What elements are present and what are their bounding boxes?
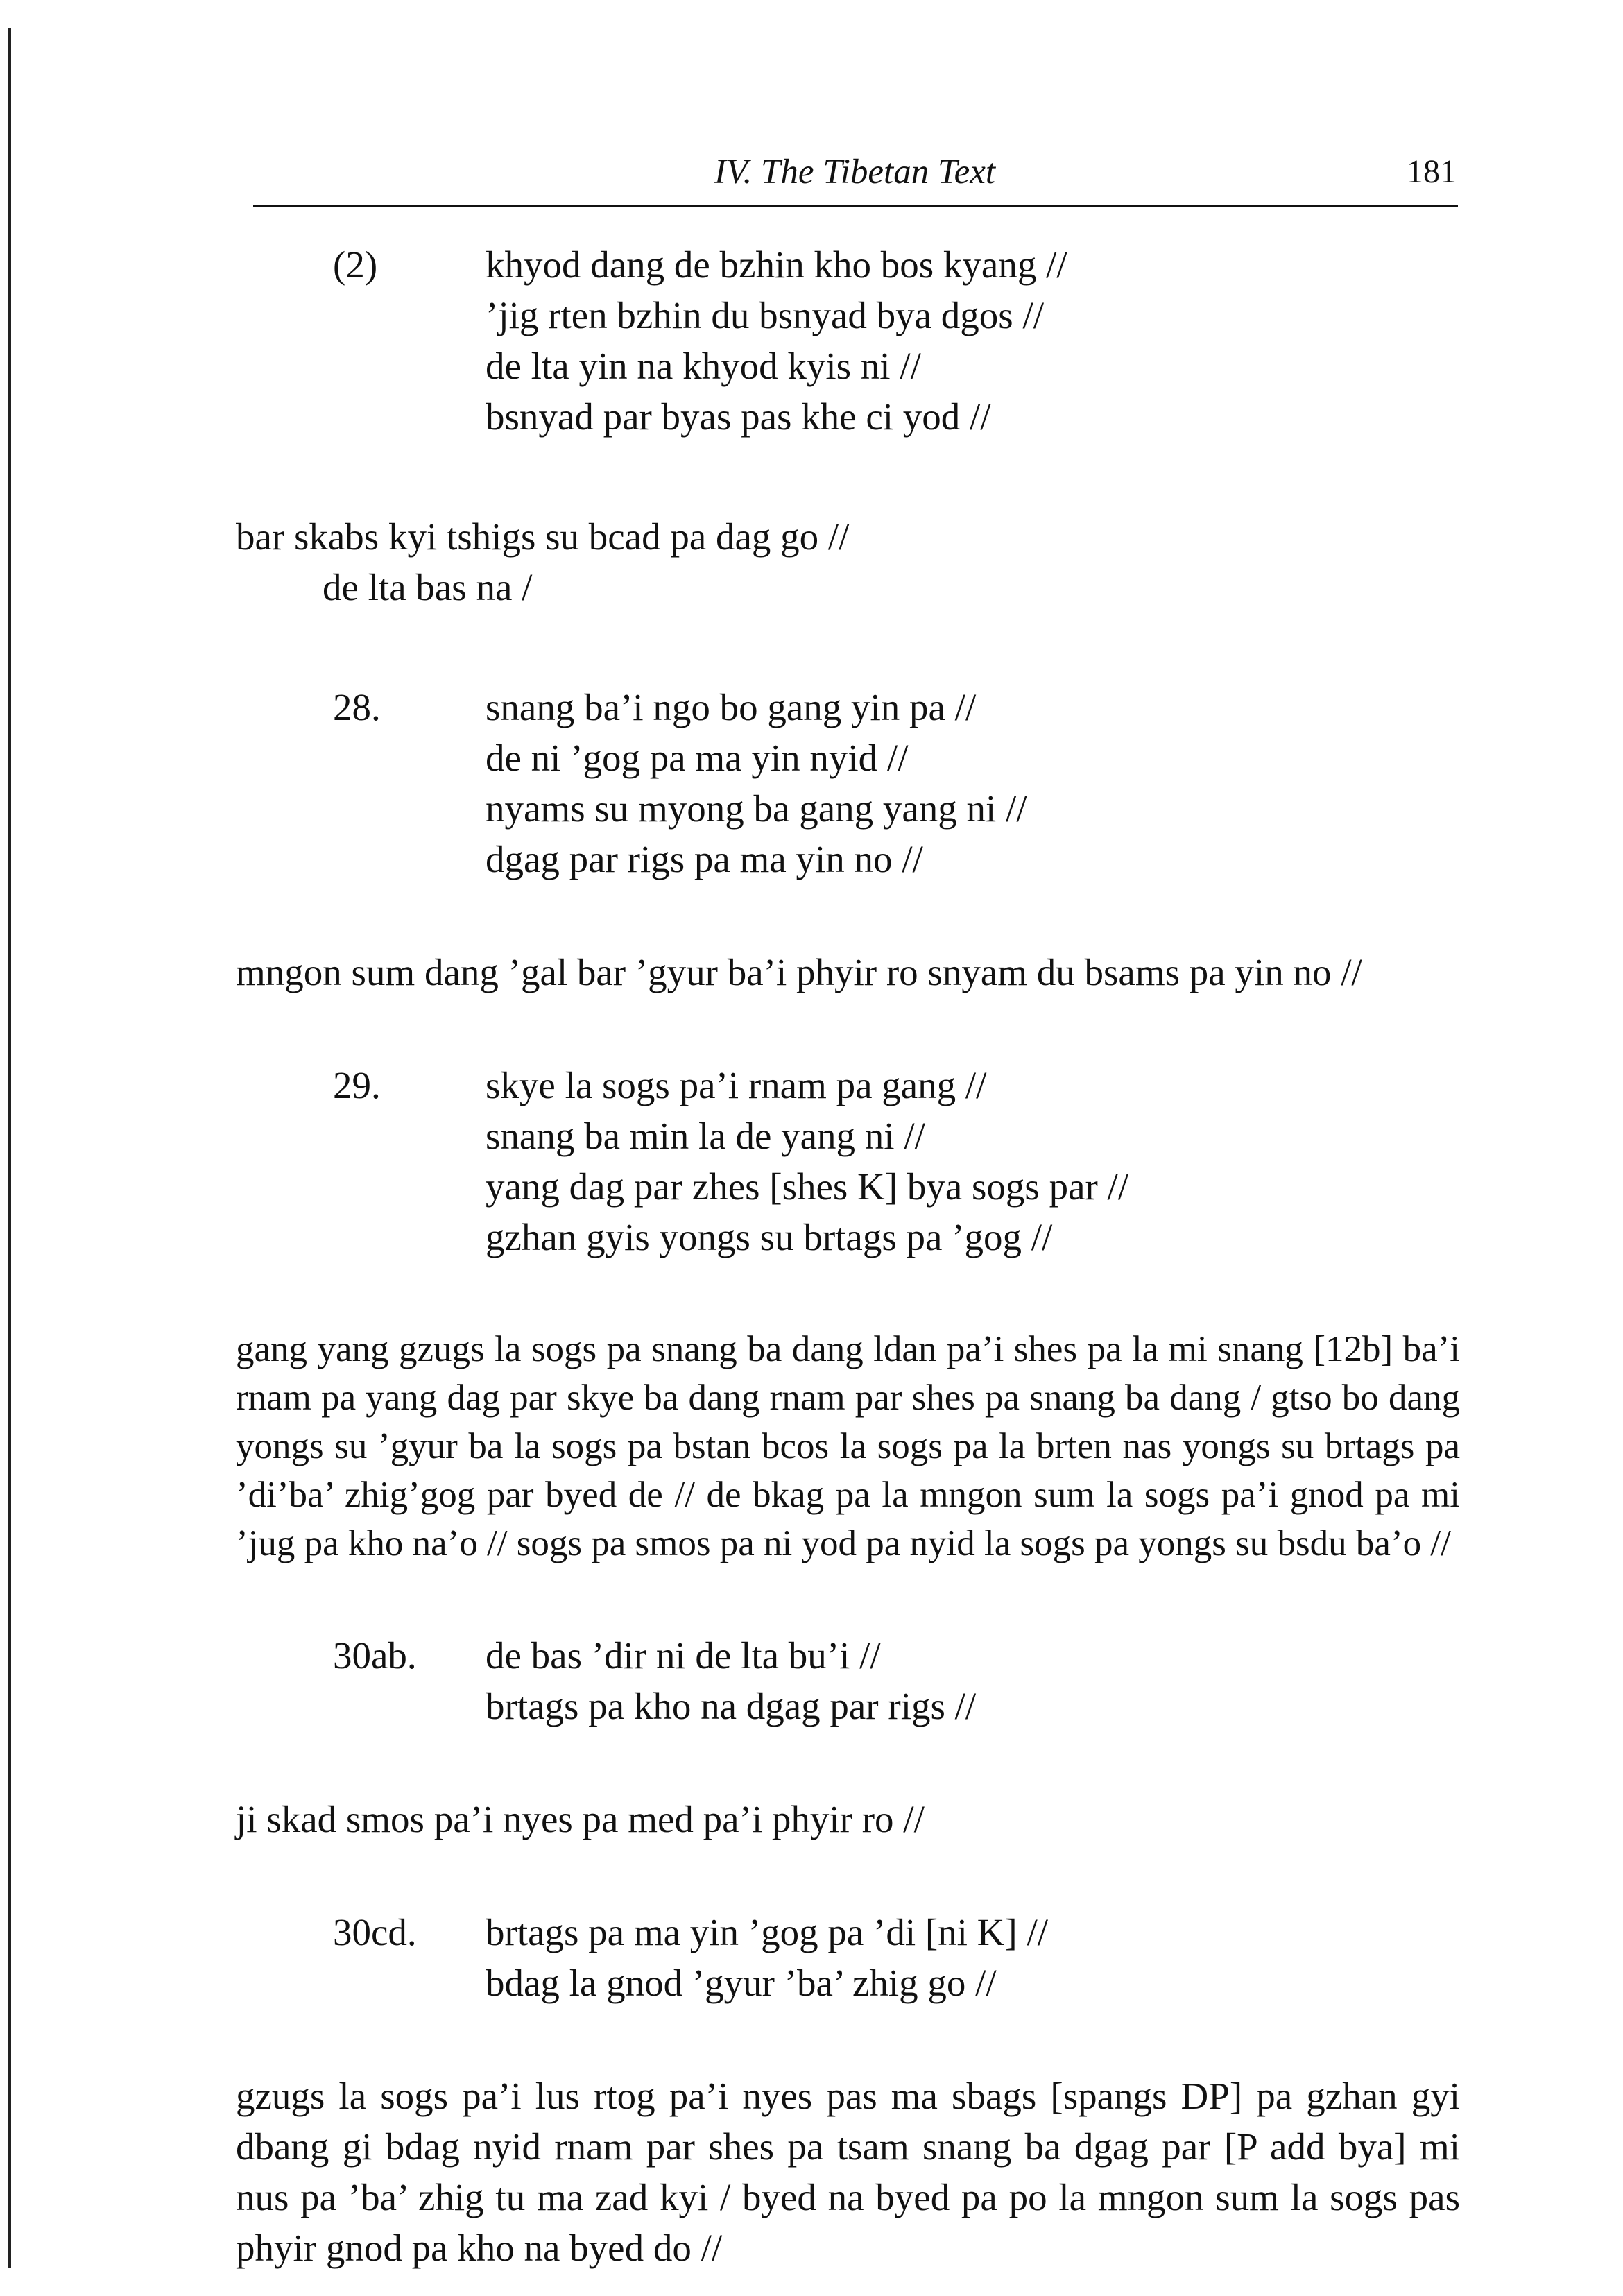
verse-29 xyxy=(236,1060,1460,1262)
running-title: IV. The Tibetan Text xyxy=(714,153,996,191)
page-number: 181 xyxy=(1407,153,1457,190)
verse-lines xyxy=(486,1060,1460,1262)
verse-number: (2) xyxy=(333,243,378,286)
verse-number: 28. xyxy=(333,686,381,728)
verse-line: snang ba min la de yang ni // xyxy=(486,1115,925,1157)
verse-28 xyxy=(236,682,1460,884)
verse-lines xyxy=(486,239,1460,442)
verse-number: 29. xyxy=(333,1064,381,1106)
verse-line: dgag par rigs pa ma yin no // xyxy=(486,838,923,880)
prose-paragraph: ji skad smos pa’i nyes pa med pa’i phyir ro // xyxy=(236,1798,925,1840)
verse-lines xyxy=(486,1907,1460,2008)
verse-2 xyxy=(236,239,1460,442)
verse-line: snang ba’i ngo bo gang yin pa // xyxy=(486,686,977,728)
verse-line: bsnyad par byas pas khe ci yod // xyxy=(486,395,991,438)
verse-line: brtags pa ma yin ’gog pa ’di [ni K] // xyxy=(486,1911,1049,1953)
verse-lines xyxy=(486,1630,1460,1731)
verse-line: nyams su myong ba gang yang ni // xyxy=(486,787,1027,830)
verse-line: yang dag par zhes [shes K] bya sogs par // xyxy=(486,1165,1129,1208)
header-rule xyxy=(253,205,1458,207)
verse-line: gzhan gyis yongs su brtags pa ’gog // xyxy=(486,1216,1053,1258)
prose-line: bar skabs kyi tshigs su bcad pa dag go // xyxy=(236,515,850,558)
prose-paragraph: gang yang gzugs la sogs pa snang ba dang ldan pa’i shes pa la mi snang [12b] ba’i rnam pa yang dag par skye ba dang rnam par shes pa snang ba dang / gtso bo dang yongs su ’gyur ba la sogs pa bstan bcos la sogs pa la brten nas yongs su brtags pa ’di’ba’ zhig’gog par byed de // de bkag pa la mngon sum la sogs pa’i gnod pa mi ’jug pa kho na’o // sogs pa smos pa ni yod pa nyid la sogs pa yongs su bsdu ba’o // xyxy=(236,1329,1460,1563)
verse-30cd xyxy=(236,1907,1460,2008)
page-binding-edge xyxy=(8,28,11,2268)
verse-line: ’jig rten bzhin du bsnyad bya dgos // xyxy=(486,294,1045,336)
prose-paragraph: mngon sum dang ’gal bar ’gyur ba’i phyir ro snyam du bsams pa yin no // xyxy=(236,951,1362,993)
prose-paragraph xyxy=(236,511,1460,612)
verse-number: 30cd. xyxy=(333,1911,417,1953)
verse-line: de bas ’dir ni de lta bu’i // xyxy=(486,1634,881,1677)
verse-number: 30ab. xyxy=(333,1634,417,1677)
verse-lines xyxy=(486,682,1460,884)
prose-paragraph: gzugs la sogs pa’i lus rtog pa’i nyes pas ma sbags [spangs DP] pa gzhan gyi dbang gi bdag nyid rnam par shes pa tsam snang ba dgag par [P add bya] mi nus pa ’ba’ zhig tu ma zad kyi / byed na byed pa po la mngon sum la sogs pas phyir gnod pa kho na byed do // xyxy=(236,2075,1460,2269)
verse-line: de ni ’gog pa ma yin nyid // xyxy=(486,737,909,779)
verse-30ab xyxy=(236,1630,1460,1731)
verse-line: bdag la gnod ’gyur ’ba’ zhig go // xyxy=(486,1962,997,2004)
prose-line-indented: de lta bas na / xyxy=(323,566,533,608)
running-header xyxy=(253,144,1457,200)
verse-line: skye la sogs pa’i rnam pa gang // xyxy=(486,1064,987,1106)
verse-line: de lta yin na khyod kyis ni // xyxy=(486,345,921,387)
page-body xyxy=(236,239,1460,2273)
verse-line: brtags pa kho na dgag par rigs // xyxy=(486,1685,977,1727)
verse-line: khyod dang de bzhin kho bos kyang // xyxy=(486,243,1067,286)
